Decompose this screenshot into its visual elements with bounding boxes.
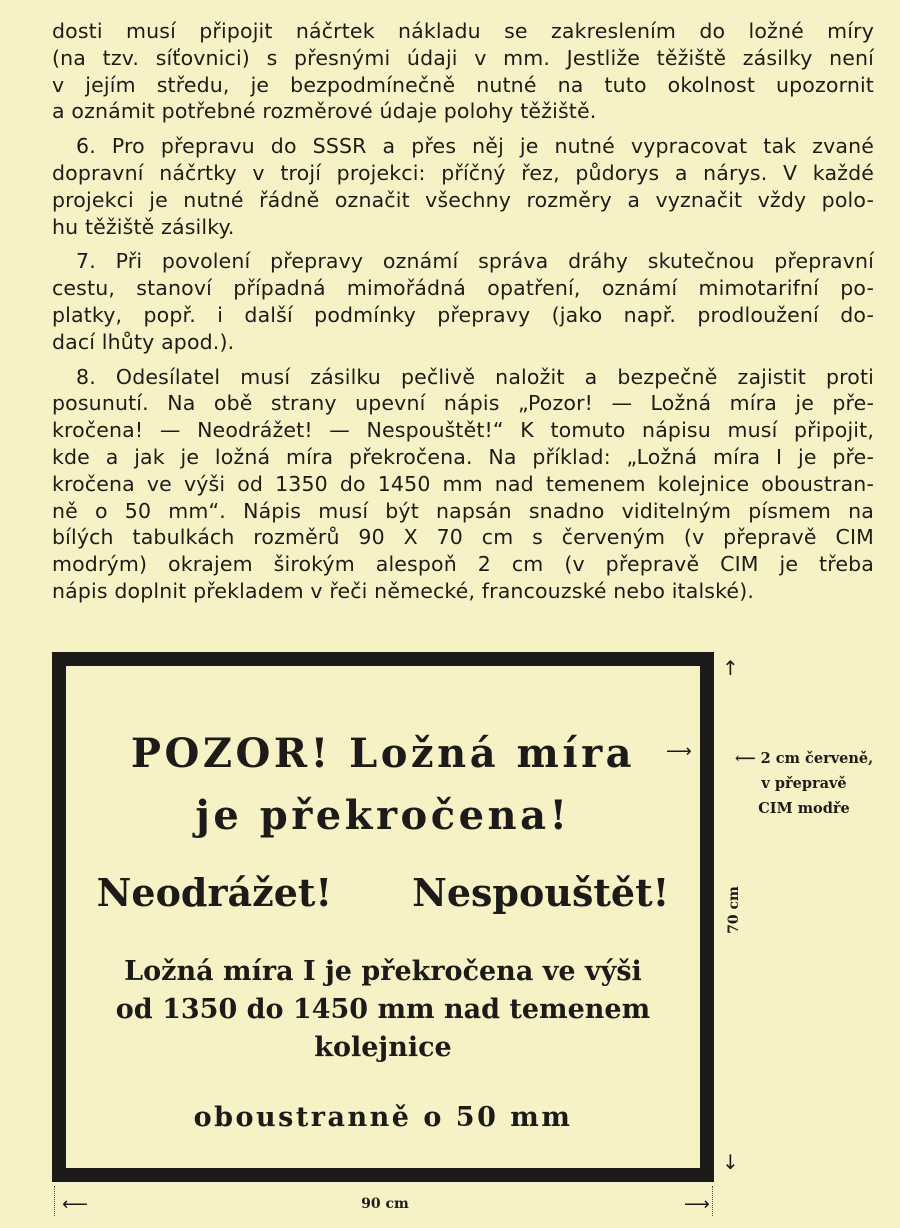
text-line: platky, popř. i další podmínky přepravy (jako např. prodloužení do- (52, 302, 874, 327)
text-line: dopravní náčrtky v trojí projekci: příčný řez, půdorys a nárys. V každé (52, 160, 874, 185)
text-line: nápis doplnit překladem v řeči německé, francouzské nebo italské). (52, 578, 755, 603)
width-tick-right (712, 1186, 714, 1216)
width-tick-left (54, 1186, 56, 1216)
paragraph-6 (52, 133, 874, 240)
sign-detail-line-1: Ložná míra I je překročena ve výši (124, 956, 642, 987)
width-arrow-left-icon: ⟵ (62, 1194, 88, 1215)
text-line: bílých tabulkách rozměrů 90 X 70 cm s červeným (v přepravě CIM (52, 525, 874, 550)
text-line: cestu, stanoví případná mimořádná opatření, oznámí mimotarifní po- (52, 276, 874, 301)
text-line: posunutí. Na obě strany upevní nápis „Pozor! — Ložná míra je pře- (52, 391, 874, 416)
border-note-line: v přepravě (761, 775, 847, 792)
text-line: dosti musí připojit náčrtek nákladu se zakreslením do ložné míry (52, 19, 874, 43)
text-line: 8. Odesílatel musí zásilku pečlivě naložit a bezpečně zajistit proti (76, 364, 874, 389)
border-note-text: 2 cm červeně, (760, 750, 874, 767)
text-line: 7. Při povolení přepravy oznámí správa dráhy skutečnou přepravní (76, 249, 874, 274)
body-text (52, 18, 874, 613)
text-line: (na tzv. síťovnici) s přesnými údaji v mm. Jestliže těžiště zásilky není (52, 45, 874, 70)
text-line: dací lhůty apod.). (52, 329, 235, 354)
height-label: 70 cm (726, 886, 742, 934)
sign-commands (66, 870, 700, 915)
text-line: kročena ve výši od 1350 do 1450 mm nad temenem kolejnice oboustran- (52, 471, 874, 496)
border-note-line: ⟵ 2 cm červeně, (734, 750, 874, 767)
sign-nespoustet: Nespouštět! (412, 870, 670, 915)
warning-sign (52, 652, 714, 1182)
text-line: ně o 50 mm“. Nápis musí být napsán snadno viditelným písmem na (52, 498, 874, 523)
sign-neodrazet: Neodrážet! (96, 870, 333, 915)
border-note (716, 746, 892, 821)
height-arrow-up-icon: ↑ (722, 656, 739, 680)
text-line: kde a jak je ložná míra překročena. Na příklad: „Ložná míra I je pře- (52, 444, 874, 469)
warning-sign-content (66, 666, 700, 1168)
width-arrow-right-icon: ⟶ (684, 1194, 710, 1215)
width-label: 90 cm (361, 1196, 409, 1212)
paragraph-7 (52, 248, 874, 355)
border-note-line: CIM modře (758, 800, 850, 817)
text-line: hu těžiště zásilky. (52, 214, 235, 239)
text-line: v jejím středu, je bezpodmínečně nutné na tuto okolnost upozornit (52, 72, 874, 97)
text-line: 6. Pro přepravu do SSSR a přes něj je nutné vypracovat tak zvané (76, 134, 874, 159)
text-line: modrým) okrajem širokým alespoň 2 cm (v přepravě CIM je třeba (52, 552, 874, 577)
sign-pozor: POZOR! Ložná míra (130, 730, 636, 777)
height-arrow-down-icon: ↓ (722, 1150, 739, 1174)
text-line: projekci je nutné řádně označit všechny rozměry a vyznačit vždy polo- (52, 187, 874, 212)
sign-prekrocena: je překročena! (195, 792, 571, 839)
text-line: a oznámit potřebné rozměrové údaje polohy těžiště. (52, 99, 597, 124)
border-arrow-icon: ⟶ (666, 741, 692, 762)
sign-oboustranne: oboustranně o 50 mm (193, 1102, 573, 1133)
text-line: kročena! — Neodrážet! — Nespouštět!“ K tomuto nápisu musí připojit, (52, 418, 874, 443)
sign-detail-line-3: kolejnice (314, 1032, 452, 1063)
paragraph-continuation (52, 18, 874, 125)
sign-detail-line-2: od 1350 do 1450 mm nad temenem (115, 994, 651, 1025)
paragraph-8 (52, 364, 874, 605)
